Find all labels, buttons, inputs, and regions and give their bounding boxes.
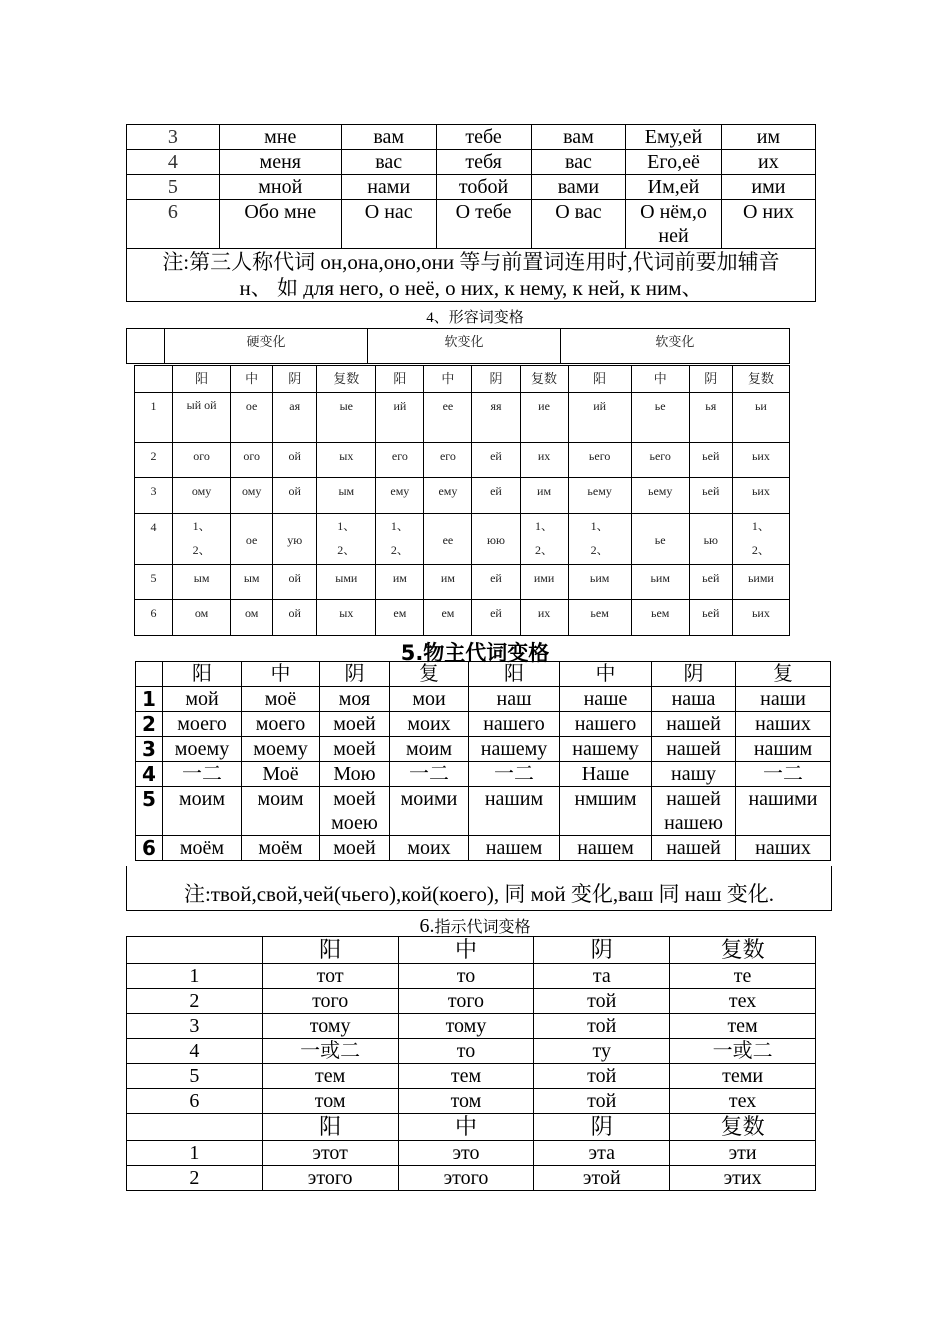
table-row — [127, 150, 816, 175]
table-cell: ом — [173, 600, 231, 636]
table-cell: О нём,о ней — [626, 200, 722, 249]
table-cell: ой — [273, 443, 317, 478]
table-cell: ее — [424, 393, 472, 443]
column-header: 中 — [560, 662, 652, 687]
table-cell: им — [721, 125, 815, 150]
table-note: 注:твой,свой,чей(чьего),кой(коего), 同 мой 变化,ваш 同 наш 变化. — [126, 866, 832, 911]
possessive-table — [135, 661, 831, 861]
table-cell: Обо мне — [219, 200, 341, 249]
table-cell: нашей нашею — [652, 787, 736, 836]
table-cell: ым — [317, 478, 376, 514]
table-cell: 1、2、 — [173, 514, 231, 565]
table-row — [127, 964, 816, 989]
table-cell: ьих — [732, 443, 789, 478]
blank-cell — [127, 1114, 263, 1141]
column-header: 阴 — [534, 937, 670, 964]
table-row — [127, 1014, 816, 1039]
table-cell: 一二 — [390, 762, 469, 787]
section-title: 4、形容词变格 — [426, 310, 524, 326]
section-number: 6. — [419, 915, 435, 937]
table-cell: ьих — [732, 478, 789, 514]
table-cell: моих — [390, 712, 469, 737]
table-cell: тех — [670, 989, 816, 1014]
table-row — [135, 393, 790, 443]
column-header: 复数 — [317, 366, 376, 393]
column-header: 复数 — [732, 366, 789, 393]
table-cell: моего — [163, 712, 242, 737]
table-cell: ьим — [568, 565, 631, 600]
table-cell: ьих — [732, 600, 789, 636]
table-cell: Моё — [242, 762, 320, 787]
blank-cell — [127, 329, 165, 364]
group-header: 软变化 — [368, 329, 560, 364]
table-cell: ью — [689, 514, 732, 565]
table-cell: нашими — [736, 787, 831, 836]
table-cell: нашем — [469, 836, 560, 861]
adjective-table — [134, 365, 790, 636]
table-cell: ие — [520, 393, 568, 443]
table-cell: тому — [398, 1014, 534, 1039]
table-cell: тем — [670, 1014, 816, 1039]
table-cell: ым — [173, 565, 231, 600]
column-header: 阳 — [173, 366, 231, 393]
table-cell: Его,её — [626, 150, 722, 175]
column-header: 阴 — [534, 1114, 670, 1141]
table-row — [135, 478, 790, 514]
table-cell: О них — [721, 200, 815, 249]
table-cell: ой — [273, 565, 317, 600]
table-cell: ьи — [732, 393, 789, 443]
table-header-row — [135, 366, 790, 393]
table-cell: их — [520, 600, 568, 636]
table-cell: нашему — [469, 737, 560, 762]
table-cell: ей — [472, 565, 520, 600]
table-cell: ая — [273, 393, 317, 443]
table-cell: моей — [320, 836, 390, 861]
column-header: 阴 — [689, 366, 732, 393]
table-cell: ем — [424, 600, 472, 636]
table-cell: этой — [534, 1166, 670, 1191]
table-cell: им — [376, 565, 424, 600]
table-cell: тех — [670, 1089, 816, 1114]
table-cell: той — [534, 1014, 670, 1039]
table-row — [127, 125, 816, 150]
table-cell: 一或二 — [670, 1039, 816, 1064]
row-number: 6 — [135, 600, 173, 636]
column-header: 阳 — [262, 1114, 398, 1141]
table-cell: этих — [670, 1166, 816, 1191]
row-number: 5 — [127, 175, 220, 200]
table-cell: та — [534, 964, 670, 989]
row-number: 4 — [135, 514, 173, 565]
table-cell: 一二 — [469, 762, 560, 787]
table-cell: яя — [472, 393, 520, 443]
column-header: 中 — [424, 366, 472, 393]
pronoun-table — [126, 124, 816, 302]
table-cell: вас — [531, 150, 626, 175]
table-cell: тем — [262, 1064, 398, 1089]
blank-cell — [136, 662, 163, 687]
table-row — [136, 787, 831, 836]
table-cell: том — [262, 1089, 398, 1114]
table-cell: вам — [531, 125, 626, 150]
row-number: 4 — [136, 762, 163, 787]
group-header: 硬变化 — [164, 329, 367, 364]
table-cell: вас — [341, 150, 436, 175]
table-cell: моей — [320, 712, 390, 737]
blank-cell — [135, 366, 173, 393]
table-row — [127, 200, 816, 249]
demonstrative-table — [126, 936, 816, 1191]
table-cell: моему — [163, 737, 242, 762]
blank-cell — [127, 937, 263, 964]
table-cell: его — [424, 443, 472, 478]
table-cell: нашим — [736, 737, 831, 762]
column-header: 复 — [390, 662, 469, 687]
table-row — [135, 514, 790, 565]
table-cell: ьему — [568, 478, 631, 514]
table-cell: ими — [721, 175, 815, 200]
table-cell: ьей — [689, 443, 732, 478]
table-cell: нашего — [469, 712, 560, 737]
section-title-text: 指示代词变格 — [434, 919, 531, 936]
table-cell: ые — [317, 393, 376, 443]
table-cell: нашего — [560, 712, 652, 737]
table-cell: теми — [670, 1064, 816, 1089]
table-cell: О тебе — [436, 200, 531, 249]
table-cell: ому — [173, 478, 231, 514]
table-row — [136, 737, 831, 762]
table-cell: ий — [568, 393, 631, 443]
table-cell: тому — [262, 1014, 398, 1039]
table-row — [127, 989, 816, 1014]
row-number: 4 — [127, 150, 220, 175]
table-cell: ьей — [689, 478, 732, 514]
row-number: 1 — [136, 687, 163, 712]
table-cell: нмшим — [560, 787, 652, 836]
column-header: 阳 — [469, 662, 560, 687]
table-cell: того — [398, 989, 534, 1014]
table-cell: ье — [631, 514, 689, 565]
table-cell: ьего — [631, 443, 689, 478]
table-cell: моя — [320, 687, 390, 712]
table-cell: ого — [231, 443, 273, 478]
table-cell: ыми — [317, 565, 376, 600]
row-number: 1 — [127, 964, 263, 989]
table-cell: меня — [219, 150, 341, 175]
column-header: 阳 — [376, 366, 424, 393]
row-number: 2 — [136, 712, 163, 737]
table-cell: то — [398, 1039, 534, 1064]
table-cell: ому — [231, 478, 273, 514]
table-cell: нашей — [652, 737, 736, 762]
row-number: 3 — [135, 478, 173, 514]
column-header: 阴 — [273, 366, 317, 393]
table-cell: нашему — [560, 737, 652, 762]
section-title: 5.物主代词变格 — [400, 641, 550, 665]
table-cell: Им,ей — [626, 175, 722, 200]
row-number: 1 — [127, 1141, 263, 1166]
table-cell: мои — [390, 687, 469, 712]
table-cell: эта — [534, 1141, 670, 1166]
table-cell: моей моею — [320, 787, 390, 836]
table-cell: той — [534, 989, 670, 1014]
row-number: 1 — [135, 393, 173, 443]
table-row — [127, 1141, 816, 1166]
table-cell: 一或二 — [262, 1039, 398, 1064]
table-note — [127, 249, 816, 302]
table-row — [127, 1089, 816, 1114]
table-cell: 1、2、 — [376, 514, 424, 565]
table-cell: нашу — [652, 762, 736, 787]
table-cell: ья — [689, 393, 732, 443]
table-cell: нами — [341, 175, 436, 200]
table-cell: юю — [472, 514, 520, 565]
table-header-row — [136, 662, 831, 687]
table-row — [135, 600, 790, 636]
table-cell: ту — [534, 1039, 670, 1064]
table-cell: мой — [163, 687, 242, 712]
table-cell: этот — [262, 1141, 398, 1166]
table-cell: моим — [242, 787, 320, 836]
table-cell: тебе — [436, 125, 531, 150]
table-cell: ье — [631, 393, 689, 443]
table-cell: нашей — [652, 712, 736, 737]
table-cell: Наше — [560, 762, 652, 787]
table-cell: моим — [390, 737, 469, 762]
table-cell: им — [424, 565, 472, 600]
table-cell: им — [520, 478, 568, 514]
table-cell: того — [262, 989, 398, 1014]
table-cell: тем — [398, 1064, 534, 1089]
table-cell: ей — [472, 443, 520, 478]
table-cell: это — [398, 1141, 534, 1166]
table-header-row — [127, 1114, 816, 1141]
table-cell: их — [520, 443, 568, 478]
table-row — [127, 1064, 816, 1089]
table-cell: ого — [173, 443, 231, 478]
table-cell: той — [534, 1064, 670, 1089]
table-cell: те — [670, 964, 816, 989]
table-cell: ьем — [631, 600, 689, 636]
table-row — [127, 249, 816, 302]
table-row — [136, 687, 831, 712]
row-number: 5 — [127, 1064, 263, 1089]
table-cell: ем — [376, 600, 424, 636]
table-cell: ьей — [689, 600, 732, 636]
table-cell: той — [534, 1089, 670, 1114]
row-number: 3 — [136, 737, 163, 762]
table-cell: ий — [376, 393, 424, 443]
table-cell: ой — [273, 600, 317, 636]
table-cell: Ему,ей — [626, 125, 722, 150]
table-cell: нашим — [469, 787, 560, 836]
table-cell: ее — [424, 514, 472, 565]
table-cell: наших — [736, 836, 831, 861]
column-header: 中 — [231, 366, 273, 393]
table-row — [136, 836, 831, 861]
table-cell: моём — [242, 836, 320, 861]
table-cell: моей — [320, 737, 390, 762]
table-row — [135, 565, 790, 600]
table-cell: его — [376, 443, 424, 478]
table-cell: нашей — [652, 836, 736, 861]
column-header: 中 — [398, 937, 534, 964]
table-cell: 1、2、 — [520, 514, 568, 565]
column-header: 中 — [631, 366, 689, 393]
table-cell: О нас — [341, 200, 436, 249]
table-row — [136, 762, 831, 787]
table-cell: вами — [531, 175, 626, 200]
table-cell: ей — [472, 478, 520, 514]
column-header: 中 — [242, 662, 320, 687]
table-cell: тот — [262, 964, 398, 989]
column-header: 复数 — [670, 937, 816, 964]
table-cell: этого — [262, 1166, 398, 1191]
table-row — [127, 1039, 816, 1064]
group-header: 软变化 — [560, 329, 789, 364]
table-cell: ьим — [631, 565, 689, 600]
table-row — [127, 175, 816, 200]
table-cell: ему — [376, 478, 424, 514]
table-cell: ой — [273, 478, 317, 514]
column-header: 阴 — [652, 662, 736, 687]
table-cell: наше — [560, 687, 652, 712]
note-line: н、 如 для него, о неё, о них, к нему, к ней, к ним、 — [239, 276, 703, 300]
column-header: 复数 — [520, 366, 568, 393]
table-cell: этого — [398, 1166, 534, 1191]
table-cell: ый ой — [173, 393, 231, 443]
table-cell: мной — [219, 175, 341, 200]
column-header: 复数 — [670, 1114, 816, 1141]
row-number: 2 — [127, 1166, 263, 1191]
table-cell: ей — [472, 600, 520, 636]
row-number: 4 — [127, 1039, 263, 1064]
adjective-group-header — [126, 328, 790, 364]
table-cell: вам — [341, 125, 436, 150]
table-cell: мне — [219, 125, 341, 150]
table-cell: ых — [317, 443, 376, 478]
table-cell: ьими — [732, 565, 789, 600]
row-number: 6 — [136, 836, 163, 861]
table-cell: ими — [520, 565, 568, 600]
row-number: 5 — [136, 787, 163, 836]
row-number: 6 — [127, 200, 220, 249]
table-cell: наши — [736, 687, 831, 712]
table-cell: том — [398, 1089, 534, 1114]
table-header-row — [127, 937, 816, 964]
table-cell: ом — [231, 600, 273, 636]
row-number: 3 — [127, 1014, 263, 1039]
table-cell: 1、2、 — [317, 514, 376, 565]
table-cell: ых — [317, 600, 376, 636]
table-cell: ьему — [631, 478, 689, 514]
column-header: 阳 — [163, 662, 242, 687]
table-cell: 1、2、 — [568, 514, 631, 565]
table-cell: 1、2、 — [732, 514, 789, 565]
table-cell: моём — [163, 836, 242, 861]
table-row — [127, 1166, 816, 1191]
table-cell: наш — [469, 687, 560, 712]
table-cell: 一二 — [163, 762, 242, 787]
table-cell: моё — [242, 687, 320, 712]
table-cell: ое — [231, 514, 273, 565]
table-cell: тебя — [436, 150, 531, 175]
row-number: 5 — [135, 565, 173, 600]
row-number: 6 — [127, 1089, 263, 1114]
section-title — [0, 914, 950, 938]
table-cell: моего — [242, 712, 320, 737]
row-number: 2 — [135, 443, 173, 478]
note-line: 注:第三人称代词 он,она,оно,они 等与前置词连用时,代词前要加辅音 — [162, 250, 780, 274]
table-cell: 一二 — [736, 762, 831, 787]
table-cell: их — [721, 150, 815, 175]
table-cell: Мою — [320, 762, 390, 787]
table-cell: моим — [163, 787, 242, 836]
table-cell: нашем — [560, 836, 652, 861]
row-number: 3 — [127, 125, 220, 150]
column-header: 阳 — [262, 937, 398, 964]
table-cell: ую — [273, 514, 317, 565]
table-cell: моих — [390, 836, 469, 861]
column-header: 阳 — [568, 366, 631, 393]
table-cell: эти — [670, 1141, 816, 1166]
table-cell: ьем — [568, 600, 631, 636]
table-cell: ое — [231, 393, 273, 443]
table-cell: наших — [736, 712, 831, 737]
table-cell: тобой — [436, 175, 531, 200]
table-row — [136, 712, 831, 737]
table-cell: моими — [390, 787, 469, 836]
table-cell: О вас — [531, 200, 626, 249]
table-cell: ым — [231, 565, 273, 600]
table-cell: ьего — [568, 443, 631, 478]
column-header: 阴 — [472, 366, 520, 393]
table-cell: то — [398, 964, 534, 989]
table-cell: наша — [652, 687, 736, 712]
table-cell: моему — [242, 737, 320, 762]
column-header: 中 — [398, 1114, 534, 1141]
column-header: 阴 — [320, 662, 390, 687]
table-cell: ьей — [689, 565, 732, 600]
column-header: 复 — [736, 662, 831, 687]
table-row — [135, 443, 790, 478]
row-number: 2 — [127, 989, 263, 1014]
table-cell: ему — [424, 478, 472, 514]
